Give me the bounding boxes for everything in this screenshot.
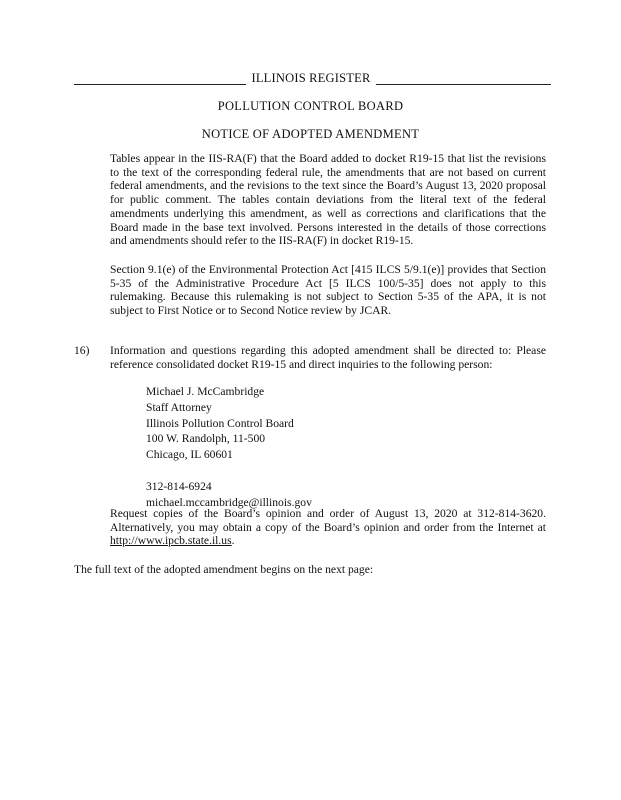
contact-spacer	[146, 463, 312, 479]
section-paragraph: Section 9.1(e) of the Environmental Protection Act [415 ILCS 5/9.1(e)] provides that Section 5-35 of the Administrative Procedure Act [5 ILCS 100/5-35] does not apply to this rulemaking. Because this rulemaking is not subject to Section 5-35 of the APA, it is not subject to First Notice or to Second Notice review by JCAR.	[110, 263, 546, 318]
contact-title: Staff Attorney	[146, 400, 212, 414]
request-text-end: .	[231, 534, 235, 548]
contact-phone: 312-814-6924	[146, 479, 212, 493]
notice-heading: NOTICE OF ADOPTED AMENDMENT	[201, 127, 420, 141]
contact-city: Chicago, IL 60601	[146, 448, 233, 462]
header-rule-left	[74, 84, 246, 85]
request-paragraph	[110, 507, 546, 548]
contact-block	[146, 384, 312, 511]
register-title: ILLINOIS REGISTER	[251, 71, 371, 85]
item-number: 16)	[74, 344, 90, 357]
header-rule-right	[376, 84, 551, 85]
contact-organization: Illinois Pollution Control Board	[146, 416, 294, 430]
board-website-link[interactable]: http://www.ipcb.state.il.us	[110, 534, 232, 548]
contact-name: Michael J. McCambridge	[146, 385, 265, 398]
tables-paragraph: Tables appear in the IIS-RA(F) that the Board added to docket R19-15 that list the revisions to the text of the corresponding federal rule, the amendments that are not based on current federal amendments, and the revisions to the text since the Board’s August 13, 2020 proposal for public comment. The tables contain deviations from the literal text of the federal amendments underlying this amendment, as well as corrections and clarifications that the Board made in the base text involved. Persons interested in the details of those corrections and amendments should refer to the IIS-RA(F) in docket R19-15.	[110, 152, 546, 248]
information-paragraph: Information and questions regarding this adopted amendment shall be directed to: Please reference consolidated docket R19-15 and direct inquiries to the following person:	[110, 344, 546, 371]
full-text-note: The full text of the adopted amendment begins on the next page:	[74, 563, 374, 576]
request-text: Request copies of the Board’s opinion and order of August 13, 2020 at 312-814-3620. Alternatively, you may obtain a copy of the Board’s opinion and order from the Internet at	[110, 507, 546, 534]
board-heading: POLLUTION CONTROL BOARD	[217, 99, 404, 113]
contact-address: 100 W. Randolph, 11-500	[146, 432, 266, 446]
contact-email: michael.mccambridge@illinois.gov	[146, 495, 312, 509]
